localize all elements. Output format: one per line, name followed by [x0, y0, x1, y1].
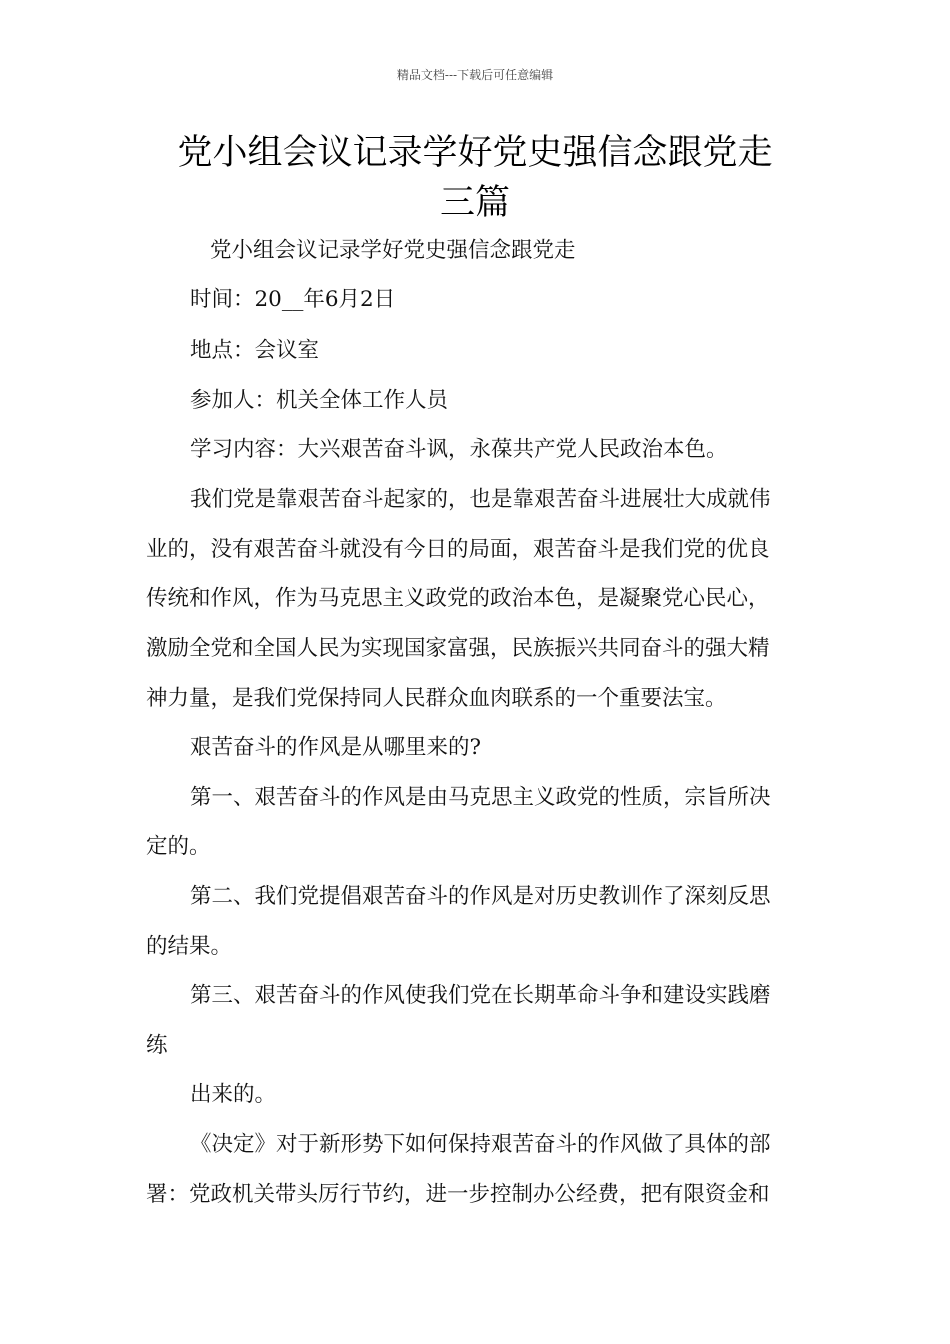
paragraph-line: 《决定》对于新形势下如何保持艰苦奋斗的作风做了具体的部 [190, 1132, 771, 1157]
paragraph-line: 定的。 [146, 834, 211, 859]
subtitle: 党小组会议记录学好党史强信念跟党走 [210, 238, 576, 263]
meeting-time: 时间：20__年6月2日 [190, 287, 396, 312]
paragraph-line: 第二、我们党提倡艰苦奋斗的作风是对历史教训作了深刻反思 [190, 884, 771, 909]
paragraph-line: 出来的。 [190, 1082, 277, 1107]
question-line: 艰苦奋斗的作风是从哪里来的? [190, 735, 482, 760]
paragraph-line: 业的，没有艰苦奋斗就没有今日的局面，艰苦奋斗是我们党的优良 [146, 537, 770, 562]
header-note: 精品文档---下载后可任意编辑 [396, 68, 554, 82]
document-title [120, 128, 830, 228]
meeting-place: 地点：会议室 [190, 338, 320, 363]
paragraph-line: 我们党是靠艰苦奋斗起家的，也是靠艰苦奋斗进展壮大成就伟 [190, 487, 771, 512]
title-line-2: 三篇 [439, 183, 510, 223]
paragraph-line: 第一、艰苦奋斗的作风是由马克思主义政党的性质，宗旨所决 [190, 785, 771, 810]
paragraph-line: 激励全党和全国人民为实现国家富强，民族振兴共同奋斗的强大精 [146, 636, 770, 661]
title-line-1: 党小组会议记录学好党史强信念跟党走 [177, 133, 773, 173]
meeting-content: 学习内容：大兴艰苦奋斗讽，永葆共产党人民政治本色。 [190, 437, 728, 462]
paragraph-line: 练 [146, 1033, 168, 1058]
paragraph-line: 神力量，是我们党保持同人民群众血肉联系的一个重要法宝。 [146, 686, 727, 711]
paragraph-line: 的结果。 [146, 934, 233, 959]
paragraph-line: 第三、艰苦奋斗的作风使我们党在长期革命斗争和建设实践磨 [190, 983, 771, 1008]
paragraph-line: 署：党政机关带头厉行节约，进一步控制办公经费，把有限资金和 [146, 1182, 770, 1207]
paragraph-line: 传统和作风，作为马克思主义政党的政治本色，是凝聚党心民心， [146, 586, 770, 611]
meeting-attendees: 参加人：机关全体工作人员 [190, 388, 449, 413]
